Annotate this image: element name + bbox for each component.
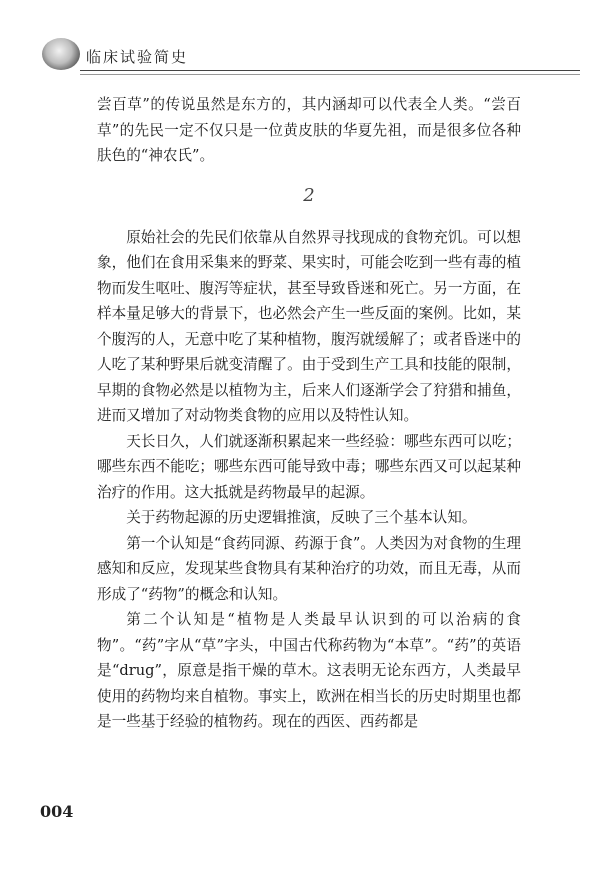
section-number: 2 xyxy=(303,184,315,206)
running-header xyxy=(40,30,580,80)
paragraph-2: 原始社会的先民们依靠从自然界寻找现成的食物充饥。可以想象，他们在食用采集来的野菜、果实时，可能会吃到一些有毒的植物而发生呕吐、腹泻等症状，甚至导致昏迷和死亡。另一方面，在样本量足够大的背景下，也必然会产生一些反面的案例。比如，某个腹泻的人，无意中吃了某种植物，腹泻就缓解了；或者昏迷中的人吃了某种野果后就变清醒了。由于受到生产工具和技能的限制，早期的食物必然是以植物为主，后来人们逐渐学会了狩猎和捕鱼，进而又增加了对动物类食物的应用以及特性认知。 xyxy=(97,228,521,424)
page-body xyxy=(97,92,521,735)
page-number: 004 xyxy=(40,802,74,821)
header-seal-icon xyxy=(42,38,80,70)
paragraph-4: 关于药物起源的历史逻辑推演，反映了三个基本认知。 xyxy=(126,509,477,526)
paragraph-5: 第一个认知是“食药同源、药源于食”。人类因为对食物的生理感知和反应，发现某些食物具有某种治疗的功效，而且无毒，从而形成了“药物”的概念和认知。 xyxy=(97,534,521,603)
paragraph-6: 第二个认知是“植物是人类最早认识到的可以治病的食物”。“药”字从“草”字头，中国古代称药物为“本草”。“药”的英语是“drug”，原意是指干燥的草木。这表明无论东西方，人类最早使用的药物均来自植物。事实上，欧洲在相当长的历史时期里也都是一些基于经验的植物药。现在的西医、西药都是 xyxy=(97,611,521,730)
paragraph-3: 天长日久，人们就逐渐积累起来一些经验：哪些东西可以吃；哪些东西不能吃；哪些东西可能导致中毒；哪些东西又可以起某种治疗的作用。这大抵就是药物最早的起源。 xyxy=(97,432,521,501)
header-rule xyxy=(80,70,580,71)
paragraph-1: 尝百草”的传说虽然是东方的，其内涵却可以代表全人类。“尝百草”的先民一定不仅只是一位黄皮肤的华夏先祖，而是很多位各种肤色的“神农氏”。 xyxy=(97,96,521,164)
book-title: 临床试验简史 xyxy=(86,48,189,66)
